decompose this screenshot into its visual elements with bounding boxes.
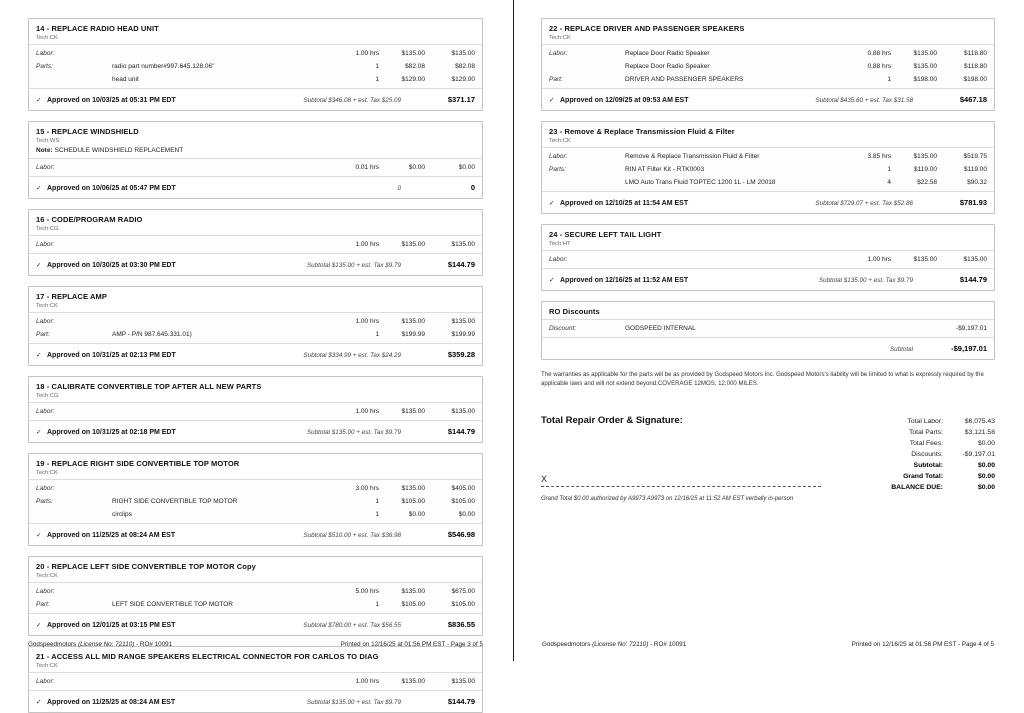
line-description: Remove & Replace Transmission Fluid & Filter (625, 153, 760, 160)
service-item-lines (29, 235, 482, 253)
line-rate: $0.00 (408, 164, 425, 171)
service-item-lines (29, 402, 482, 420)
line-amount: $675.00 (451, 588, 475, 595)
subtotal-note: Subtotal $334.99 + est. Tax $24.29 (303, 352, 401, 359)
footer-ro-number: - RO# 10091 (650, 641, 687, 648)
totals-row-label: Total Parts: (909, 428, 943, 436)
service-item-tech: Tech:CK (36, 303, 58, 309)
service-item-header (29, 454, 482, 479)
line-amount: $90.32 (967, 179, 987, 186)
service-item-card (28, 209, 483, 276)
service-item-lines (29, 312, 482, 343)
line-qty: 1.00 hrs (355, 318, 379, 325)
service-item-card (28, 121, 483, 199)
totals-table (843, 415, 995, 502)
footer-license: (License No: 72110) (78, 641, 135, 648)
service-item-lines (29, 672, 482, 690)
line-amount: $0.00 (458, 511, 475, 518)
line-rate: $135.00 (913, 63, 937, 70)
service-item-header (542, 225, 994, 250)
line-type-label: Parts: (36, 498, 53, 505)
totals-row-label: Total Labor: (907, 417, 943, 425)
service-item-tech: Tech:CG (36, 226, 59, 232)
line-rate: $198.00 (913, 76, 937, 83)
item-total: $467.18 (959, 95, 987, 104)
discount-subtotal-row (542, 337, 994, 359)
line-rate: $135.00 (401, 678, 425, 685)
totals-row-value: $0.00 (977, 483, 995, 491)
page-footer (28, 641, 483, 648)
totals-signature-section (541, 415, 995, 502)
service-item-tech: Tech:CG (36, 393, 59, 399)
line-amount: $405.00 (451, 485, 475, 492)
note-label: Note: (36, 147, 53, 154)
line-rate: $105.00 (401, 601, 425, 608)
service-item-title: 16 - CODE/PROGRAM RADIO (36, 215, 143, 224)
line-item-row (29, 60, 482, 73)
service-item-title: 24 - SECURE LEFT TAIL LIGHT (549, 230, 662, 239)
line-qty: 0.88 hrs (867, 63, 891, 70)
check-icon: ✓ (36, 532, 42, 539)
service-item-card (28, 286, 483, 366)
approval-text: Approved on 11/25/25 at 08:24 AM EST (47, 699, 176, 706)
approval-row (29, 613, 482, 635)
line-amount: $118.80 (963, 50, 987, 57)
item-total: $144.79 (447, 427, 475, 436)
line-qty: 1 (375, 511, 379, 518)
line-item-row (29, 238, 482, 251)
service-item-tech: Tech:CK (36, 35, 58, 41)
service-items-page-4 (541, 18, 995, 291)
note-text: SCHEDULE WINDSHIELD REPLACEMENT (54, 147, 184, 154)
approval-row (542, 191, 994, 213)
check-icon: ✓ (36, 262, 42, 269)
footer-ro-number: - RO# 10091 (136, 641, 173, 648)
line-amount: $135.00 (451, 678, 475, 685)
service-item-card (28, 453, 483, 546)
signature-line[interactable] (541, 486, 821, 487)
subtotal-note: Subtotal $510.00 + est. Tax $36.98 (303, 532, 401, 539)
service-item-tech: Tech:CK (36, 470, 58, 476)
line-rate: $105.00 (401, 498, 425, 505)
approval-text: Approved on 12/09/25 at 09:53 AM EST (560, 97, 689, 104)
line-type-label: Labor: (549, 153, 568, 160)
approval-text: Approved on 10/31/25 at 02:13 PM EDT (47, 352, 176, 359)
line-amount: $0.00 (458, 164, 475, 171)
line-rate: $135.00 (913, 50, 937, 57)
line-amount: $135.00 (451, 408, 475, 415)
service-item-header (29, 122, 482, 147)
line-qty: 5.00 hrs (355, 588, 379, 595)
approval-text: Approved on 10/06/25 at 05:47 PM EDT (47, 185, 176, 192)
line-amount: $135.00 (963, 256, 987, 263)
totals-row (843, 427, 995, 438)
totals-row-value: -$9,197.01 (962, 450, 995, 458)
totals-row (843, 482, 995, 493)
line-amount: $105.00 (451, 601, 475, 608)
subtotal-note: Subtotal $135.00 + est. Tax $9.79 (306, 699, 401, 706)
discount-row (542, 322, 994, 335)
line-amount: $519.75 (963, 153, 987, 160)
authorization-note: Grand Total $0.00 authorized by A9973 A9973 on 12/16/25 at 11:52 AM EST verbally in-person (541, 495, 794, 502)
footer-company-info (542, 641, 686, 648)
subtotal-note: Subtotal $135.00 + est. Tax $9.79 (306, 429, 401, 436)
approval-row (542, 88, 994, 110)
line-item-row (29, 585, 482, 598)
line-rate: $135.00 (401, 485, 425, 492)
subtotal-note: Subtotal $346.08 + est. Tax $25.09 (303, 97, 401, 104)
approval-text: Approved on 12/10/25 at 11:54 AM EST (560, 200, 689, 207)
line-rate: $22.58 (917, 179, 937, 186)
approval-row (542, 268, 994, 290)
subtotal-note: Subtotal $729.07 + est. Tax $52.86 (815, 200, 913, 207)
totals-row-label: Grand Total: (903, 472, 943, 480)
line-type-label: Parts: (36, 63, 53, 70)
line-qty: 1.00 hrs (355, 408, 379, 415)
line-amount: $135.00 (451, 318, 475, 325)
subtotal-note: Subtotal $135.00 + est. Tax $9.79 (306, 262, 401, 269)
line-item-row (29, 328, 482, 341)
line-rate: $135.00 (401, 588, 425, 595)
totals-row-value: $0.00 (977, 439, 995, 447)
service-item-tech: Tech:CK (36, 663, 58, 669)
service-item-title: 17 - REPLACE AMP (36, 292, 107, 301)
line-rate: $135.00 (401, 318, 425, 325)
line-item-row (542, 73, 994, 86)
approval-text: Approved on 10/31/25 at 02:18 PM EDT (47, 429, 176, 436)
line-item-row (29, 482, 482, 495)
line-type-label: Part: (36, 601, 50, 608)
footer-company-name: Godspeedmotors (542, 641, 591, 648)
line-amount: $119.00 (963, 166, 987, 173)
subtotal-note: 0 (397, 185, 401, 192)
line-item-row (29, 73, 482, 86)
line-item-row (29, 508, 482, 521)
approval-text: Approved on 10/03/25 at 05:31 PM EDT (47, 97, 176, 104)
service-item-title: 18 - CALIBRATE CONVERTIBLE TOP AFTER ALL NEW PARTS (36, 382, 262, 391)
service-items-page-3 (28, 18, 483, 713)
service-item-lines (29, 158, 482, 176)
subtotal-note: Subtotal $135.00 + est. Tax $9.79 (818, 277, 913, 284)
line-type-label: Labor: (36, 164, 55, 171)
totals-row (843, 438, 995, 449)
line-qty: 0.88 hrs (867, 50, 891, 57)
line-item-row (29, 161, 482, 174)
line-qty: 0.01 hrs (355, 164, 379, 171)
ro-discounts-title: RO Discounts (549, 307, 600, 316)
subtotal-note: Subtotal $435.60 + est. Tax $31.58 (815, 97, 913, 104)
line-description: radio part number#997.645.128.06" (112, 63, 215, 70)
item-total: $144.79 (959, 275, 987, 284)
line-type-label: Labor: (549, 256, 568, 263)
service-item-card (541, 18, 995, 111)
discount-subtotal-amount: -$9,197.01 (951, 344, 987, 353)
page-3 (0, 0, 513, 706)
subtotal-note: Subtotal $780.00 + est. Tax $56.55 (303, 622, 401, 629)
service-item-header (542, 122, 994, 147)
line-amount: $82.08 (455, 63, 475, 70)
ro-discounts-header (542, 302, 994, 319)
discount-subtotal-label: Subtotal (889, 346, 913, 353)
page-4 (514, 0, 1024, 661)
footer-license: (License No: 72110) (592, 641, 649, 648)
line-type-label: Labor: (36, 678, 55, 685)
service-item-card (28, 376, 483, 443)
line-description: DRIVER AND PASSENGER SPEAKERS (625, 76, 744, 83)
line-description: Replace Door Radio Speaker (625, 63, 710, 70)
approval-row (29, 690, 482, 712)
totals-heading: Total Repair Order & Signature: (541, 414, 683, 426)
line-rate: $135.00 (401, 50, 425, 57)
check-icon: ✓ (549, 97, 555, 104)
line-description: Replace Door Radio Speaker (625, 50, 710, 57)
line-qty: 3.85 hrs (867, 153, 891, 160)
approval-row (29, 343, 482, 365)
item-total: $144.79 (447, 260, 475, 269)
service-item-lines (29, 44, 482, 88)
approval-text: Approved on 12/16/25 at 11:52 AM EST (560, 277, 689, 284)
service-item-card (28, 556, 483, 636)
line-qty: 1 (375, 63, 379, 70)
footer-printed-info: Printed on 12/16/25 at 01:56 PM EST - Page 4 of 5 (851, 641, 994, 648)
signature-x-mark: X (541, 473, 548, 484)
service-item-lines (29, 582, 482, 613)
signature-block[interactable] (541, 474, 821, 487)
service-item-title: 22 - REPLACE DRIVER AND PASSENGER SPEAKERS (549, 24, 745, 33)
approval-row (29, 253, 482, 275)
service-item-tech: Tech:CK (549, 138, 571, 144)
page-footer (542, 641, 994, 648)
ro-discounts-lines (542, 319, 994, 337)
check-icon: ✓ (36, 185, 42, 192)
line-rate: $129.00 (401, 76, 425, 83)
approval-row (29, 176, 482, 198)
line-type-label: Labor: (549, 50, 568, 57)
line-description: RIN AT Filter Kit - RTK0003 (625, 166, 705, 173)
footer-company-info (28, 641, 172, 648)
totals-row (843, 416, 995, 427)
line-description: circlips (112, 511, 132, 518)
approval-row (29, 523, 482, 545)
service-item-tech: Tech:HT (549, 241, 571, 247)
line-rate: $199.99 (401, 331, 425, 338)
discount-description: GODSPEED INTERNAL (625, 325, 696, 332)
approval-text: Approved on 12/01/25 at 03:15 PM EST (47, 622, 176, 629)
service-item-title: 21 - ACCESS ALL MID RANGE SPEAKERS ELECTRICAL CONNECTOR FOR CARLOS TO DIAG (36, 652, 379, 661)
line-qty: 1 (375, 76, 379, 83)
totals-row-value: $3,121.58 (964, 428, 995, 436)
service-item-card (541, 224, 995, 291)
line-amount: $198.00 (963, 76, 987, 83)
line-amount: $118.80 (963, 63, 987, 70)
service-item-tech: Tech:CK (549, 35, 571, 41)
service-item-header (29, 557, 482, 582)
line-item-row (29, 675, 482, 688)
line-item-row (542, 47, 994, 60)
line-qty: 1 (887, 76, 891, 83)
line-qty: 1 (887, 166, 891, 173)
service-item-lines (542, 44, 994, 88)
line-type-label: Labor: (36, 241, 55, 248)
line-type-label: Labor: (36, 408, 55, 415)
line-description: LMO Auto Trans Fluid TOPTEC 1200 1L - LM 20018 (625, 179, 776, 186)
line-qty: 1 (375, 601, 379, 608)
line-item-row (29, 598, 482, 611)
signature-area (541, 415, 843, 502)
check-icon: ✓ (549, 200, 555, 207)
check-icon: ✓ (36, 699, 42, 706)
line-rate: $135.00 (913, 153, 937, 160)
service-item-header (29, 647, 482, 672)
line-item-row (542, 176, 994, 189)
line-rate: $0.00 (408, 511, 425, 518)
approval-row (29, 88, 482, 110)
service-item-lines (29, 479, 482, 523)
check-icon: ✓ (36, 97, 42, 104)
line-qty: 4 (887, 179, 891, 186)
service-item-title: 23 - Remove & Replace Transmission Fluid & Filter (549, 127, 735, 136)
totals-row-value: $6,075.43 (964, 417, 995, 425)
service-item-lines (542, 250, 994, 268)
line-description: head unit (112, 76, 139, 83)
line-description: RIGHT SIDE CONVERTIBLE TOP MOTOR (112, 498, 238, 505)
line-qty: 1 (375, 331, 379, 338)
line-qty: 1.00 hrs (355, 241, 379, 248)
item-total: $781.93 (959, 198, 987, 207)
line-amount: $199.99 (451, 331, 475, 338)
totals-row-label: Total Fees: (909, 439, 943, 447)
discount-amount: -$9,197.01 (955, 325, 987, 332)
item-total: 0 (470, 183, 475, 192)
service-item-header (29, 377, 482, 402)
line-item-row (542, 150, 994, 163)
line-amount: $135.00 (451, 50, 475, 57)
totals-row-value: $0.00 (977, 472, 995, 480)
service-item-title: 20 - REPLACE LEFT SIDE CONVERTIBLE TOP MOTOR Copy (36, 562, 256, 571)
totals-row (843, 471, 995, 482)
line-item-row (29, 47, 482, 60)
service-item-header (29, 287, 482, 312)
footer-company-name: Godspeedmotors (28, 641, 77, 648)
service-item-title: 15 - REPLACE WINDSHIELD (36, 127, 139, 136)
item-total: $836.55 (447, 620, 475, 629)
service-item-tech: Tech:CK (36, 573, 58, 579)
line-type-label: Parts: (549, 166, 566, 173)
footer-printed-info: Printed on 12/16/25 at 01:56 PM EST - Page 3 of 5 (340, 641, 483, 648)
totals-row-label: Subtotal: (913, 461, 943, 469)
totals-row (843, 460, 995, 471)
approval-text: Approved on 10/30/25 at 03:30 PM EDT (47, 262, 176, 269)
line-rate: $82.08 (405, 63, 425, 70)
line-rate: $135.00 (913, 256, 937, 263)
line-type-label: Part: (36, 331, 50, 338)
totals-row-label: BALANCE DUE: (891, 483, 943, 491)
line-item-row (29, 315, 482, 328)
service-item-card (541, 121, 995, 214)
line-type-label: Part: (549, 76, 563, 83)
item-total: $359.28 (447, 350, 475, 359)
line-description: AMP - P/N 987.645.331.01) (112, 331, 192, 338)
line-amount: $105.00 (451, 498, 475, 505)
item-total: $371.17 (447, 95, 475, 104)
service-item-header (29, 210, 482, 235)
line-item-row (29, 495, 482, 508)
line-item-row (29, 405, 482, 418)
line-type-label: Labor: (36, 318, 55, 325)
line-type-label: Labor: (36, 50, 55, 57)
check-icon: ✓ (36, 429, 42, 436)
service-item-title: 14 - REPLACE RADIO HEAD UNIT (36, 24, 159, 33)
line-type-label: Labor: (36, 485, 55, 492)
service-item-tech: Tech:WS (36, 138, 60, 144)
service-item-card (28, 18, 483, 111)
discount-type-label: Discount: (549, 325, 577, 332)
check-icon: ✓ (36, 622, 42, 629)
ro-discounts-card (541, 301, 995, 360)
line-rate: $119.00 (913, 166, 937, 173)
item-total: $144.79 (447, 697, 475, 706)
item-total: $546.98 (447, 530, 475, 539)
totals-row-value: $0.00 (977, 461, 995, 469)
service-item-header (542, 19, 994, 44)
line-amount: $135.00 (451, 241, 475, 248)
approval-row (29, 420, 482, 442)
line-qty: 3.00 hrs (355, 485, 379, 492)
line-item-row (542, 163, 994, 176)
service-item-lines (542, 147, 994, 191)
line-rate: $135.00 (401, 241, 425, 248)
line-type-label: Labor: (36, 588, 55, 595)
line-description: LEFT SIDE CONVERTIBLE TOP MOTOR (112, 601, 234, 608)
service-item-title: 19 - REPLACE RIGHT SIDE CONVERTIBLE TOP MOTOR (36, 459, 240, 468)
service-item-note (29, 147, 482, 158)
line-qty: 1.00 hrs (867, 256, 891, 263)
line-qty: 1 (375, 498, 379, 505)
line-amount: $129.00 (451, 76, 475, 83)
service-item-header (29, 19, 482, 44)
line-qty: 1.00 hrs (355, 50, 379, 57)
totals-row (843, 449, 995, 460)
line-rate: $135.00 (401, 408, 425, 415)
check-icon: ✓ (36, 352, 42, 359)
line-qty: 1.00 hrs (355, 678, 379, 685)
check-icon: ✓ (549, 277, 555, 284)
service-item-card (28, 646, 483, 713)
approval-text: Approved on 11/25/25 at 08:24 AM EST (47, 532, 176, 539)
line-item-row (542, 60, 994, 73)
warranty-disclaimer: The warranties as applicable for the parts will be as provided by Godspeed Motors Inc. Godspeed Motors's liability will be limited to what is expressly required by the applicable laws and will not extend beyond.COVERAGE 12MOS, 12,000 MILES. (541, 371, 984, 388)
line-item-row (542, 253, 994, 266)
totals-row-label: Discounts: (911, 450, 943, 458)
